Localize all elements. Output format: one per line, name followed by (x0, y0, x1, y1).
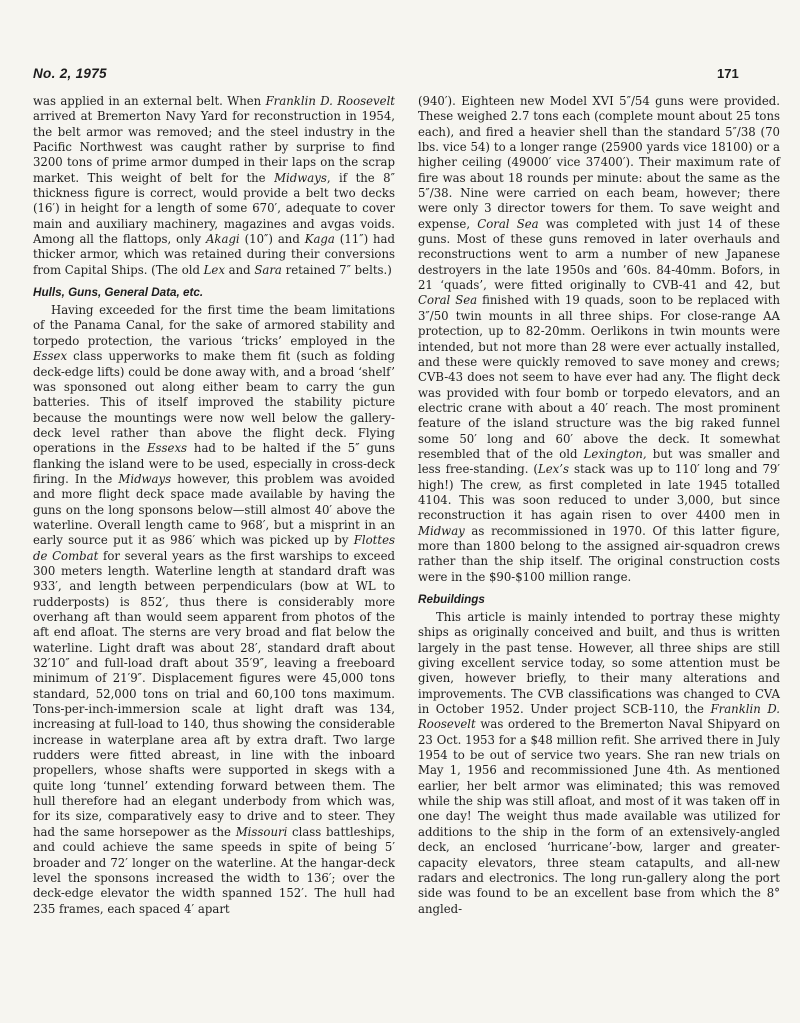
italic-text: Missouri (235, 824, 288, 839)
text-run: stack was up to 110′ long and 79′ high!) The crew, as first completed in late 1945 totalled 4104. This was soon reduced to under 3,000, but since reconstruction it has again risen to over 4400 men in (418, 462, 780, 523)
italic-text: Midways (118, 471, 172, 486)
text-run: (10″) and (239, 232, 305, 247)
italic-text: Lex (203, 262, 225, 277)
text-run: as recommissioned in 1970. Of this latter figure, more than 1800 belong to the assigned air-squadron crews rather than the ship itself. The original construction costs were in the $90-$100 million range. (418, 523, 780, 584)
text-run: arrived at Bremerton Navy Yard for reconstruction in 1954, the belt armor was removed; and the steel industry in the Pacific Northwest was caught rather by surprise to find 3200 tons of prime armor dumped in their laps on the scrap market. This weight of belt for the (33, 109, 395, 185)
italic-text: Akagi (205, 232, 240, 247)
italic-text: Sara (254, 262, 282, 277)
right-column (418, 94, 780, 917)
text-run: and (224, 262, 255, 277)
left-column (33, 94, 395, 917)
paragraph (418, 94, 780, 585)
text-run: Having exceeded for the first time the beam limitations of the Panama Canal, for the sake of armored stability and torpedo protection, the various ‘tricks’ employed in the (33, 303, 395, 348)
italic-text: Essex (33, 349, 68, 364)
text-run: however, this problem was avoided and more flight deck space made available by having the guns on the long sponsons below—still almost 40′ above the waterline. Overall length came to 968′, but a misprint in an early source put it as 986′ which was picked up by (33, 471, 395, 548)
section-heading: Rebuildings (418, 593, 485, 606)
paragraph (33, 303, 395, 917)
text-run: for several years as the first warships to exceed 300 meters length. Waterline length at standard draft was 933′, and length between perpendiculars (bow at WL to rudderposts) is 852′, thus there is considerably more overhang aft than would seem apparent from photos of the aft end afloat. The sterns are very broad and flat below the waterline. Light draft was about 28′, standard draft about 32′10″ and full-load draft about 35′9″, leaving a freeboard minimum of 21′9″. Displacement figures were 45,000 tons standard, 52,000 tons on trial and 60,100 tons maximum. Tons-per-inch-immersion scale at light draft was 134, increasing at full-load to 140, thus showing the considerable increase in waterplane area aft by extra draft. Two large rudders were fitted abreast, in line with the inboard propellers, whose shafts were supported in skegs with a quite long ‘tunnel’ extending forward between them. The hull therefore had an elegant underbody from which was, for its size, comparatively easy to drive and to steer. They had the same horsepower as the (33, 548, 395, 839)
text-run: but was smaller and less free-standing. ( (418, 446, 780, 477)
italic-text: Lex’s (537, 462, 569, 477)
paragraph (418, 610, 780, 917)
italic-text: Coral Sea (418, 293, 478, 308)
italic-text: Coral Sea (477, 216, 539, 231)
italic-text: Midway (418, 523, 465, 538)
text-run: class upperworks to make them fit (such as folding deck-edge lifts) could be done away with, and a broad ‘shelf’ was sponsoned out along either beam to carry the gun batteries. This of itself improved the stability picture because the mountings were now well below the gallery-deck level rather than above the flight deck. Flying operations in the (33, 349, 395, 456)
text-run: This article is mainly intended to portray these mighty ships as originally conceived and built, and thus is written largely in the past tense. However, all three ships are still giving excellent service today, so some attention must be given, however briefly, to their many alterations and improvements. The CVB classifications was changed to CVA in October 1952. Under project SCB-110, the (418, 610, 780, 717)
issue-header: No. 2, 1975 (33, 66, 107, 81)
italic-text: Essexs (147, 441, 188, 456)
text-run: had to be halted if the 5″ guns flanking the island were to be used, especially in cross-deck firing. In the (33, 441, 395, 486)
text-run: finished with 19 quads, soon to be replaced with 3″/50 twin mounts in all three ships. For close-range AA protection, up to 82-20mm. Oerlikons in twin mounts were intended, but not more than 28 were ever actually installed, and these were quickly removed to save money and crews; CVB-43 does not seem to have ever had any. The flight deck was provided with four bomb or torpedo elevators, and an electric crane with about a 40′ reach. The most prominent feature of the island structure was the big raked funnel some 50′ long and 60′ above the deck. It somewhat resembled that of the old (418, 293, 780, 461)
italic-text: Flottes de Combat (33, 533, 395, 563)
text-run: (940′). Eighteen new Model XVI 5″/54 guns were provided. These weighed 2.7 tons each (complete mount about 25 tons each), and fired a heavier shell than the standard 5″/38 (70 lbs. vice 54) to a longer range (25900 yards vice 18100) or a higher ceiling (49000′ vice 37400′). Their maximum rate of fire was about 18 rounds per minute: about the same as the 5″/38. Nine were carried on each beam, however; there were only 3 director towers for them. To save weight and expense, (418, 94, 780, 231)
text-run: was ordered to the Bremerton Naval Shipyard on 23 Oct. 1953 for a $48 million refit. She arrived there in July 1954 to be out of service two years. She ran new trials on May 1, 1956 and recommissioned June 4th. As mentioned earlier, her belt armor was eliminated; this was removed while the ship was still afloat, and most of it was taken off in one day! The weight thus made available was utilized for additions to the ship in the form of an extensively-angled deck, an enclosed ‘hurricane’-bow, larger and greater-capacity elevators, three steam catapults, and all-new radars and electronics. The long run-gallery along the port side was found to be an excellent base from which the 8° angled- (418, 717, 780, 916)
text-run: was completed with just 14 of these guns. Most of these guns removed in later overhauls and reconstructions went to arm a number of new Japanese destroyers in the late 1950s and ’60s. 84-40mm. Bofors, in 21 ‘quads’, were fitted originally to CVB-41 and 42, but (418, 216, 780, 293)
paragraph (33, 94, 395, 278)
section-heading: Hulls, Guns, General Data, etc. (33, 286, 204, 300)
italic-text: Franklin D. Roosevelt (418, 702, 780, 732)
italic-text: Franklin D. Roosevelt (265, 94, 395, 108)
text-run: class battleships, and could achieve the same speeds in spite of being 5′ broader and 72′ longer on the waterline. At the hangar-deck level the sponsons increased the width to 136′; over the deck-edge elevator the width spanned 152′. The hull had 235 frames, each spaced 4′ apart (33, 824, 395, 916)
italic-text: Lexington, (583, 446, 647, 461)
italic-text: Midways (274, 170, 327, 185)
text-run: retained 7″ belts.) (281, 262, 392, 277)
text-run: was applied in an external belt. When (33, 94, 266, 108)
text-run: , if the 8″ thickness figure is correct, would provide a belt two decks (16′) in height for a length of some 670′, adequate to cover main and auxiliary machinery, magazines and avgas voids. Among all the flattops, only (33, 170, 395, 247)
italic-text: Kaga (304, 232, 335, 247)
text-run: (11″) had thicker armor, which was retained during their conversions from Capital Ships. (The old (33, 232, 396, 277)
page-number: 171 (717, 66, 739, 81)
